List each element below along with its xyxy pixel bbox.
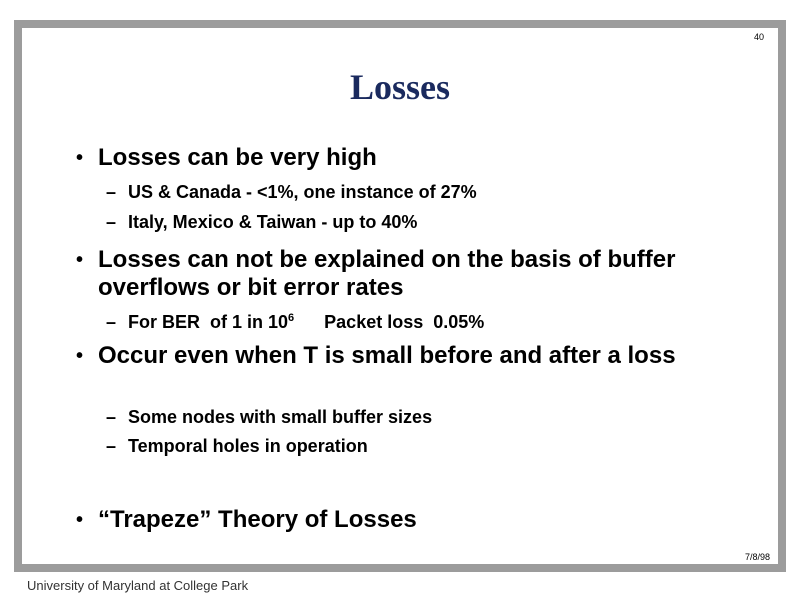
bullet-item <box>76 144 696 172</box>
bullet-text: Occur even when T is small before and after a loss <box>98 342 676 369</box>
bullet-item <box>76 506 696 534</box>
bullet-item <box>76 246 696 302</box>
sub-bullet-item <box>106 406 706 428</box>
sub-bullet-item <box>106 211 706 233</box>
dash-glyph: – <box>106 312 117 332</box>
sub-bullet-text: Italy, Mexico & Taiwan - up to 40% <box>128 212 418 232</box>
sub-bullet-text <box>128 311 706 333</box>
slide-title: Losses <box>349 67 451 107</box>
bullet-item <box>76 342 696 370</box>
ber-exponent: 6 <box>288 312 295 324</box>
packet-loss-label: Packet loss 0.05% <box>294 312 485 332</box>
bullet-glyph: • <box>76 147 84 169</box>
slide-date: 7/8/98 <box>744 552 770 562</box>
bullet-glyph: • <box>76 345 84 367</box>
bullet-text: Losses can be very high <box>98 144 377 171</box>
bullet-text: Losses can not be explained on the basis of buffer overflows or bit error rates <box>98 246 676 301</box>
dash-glyph: – <box>106 182 117 202</box>
bullet-glyph: • <box>76 249 84 271</box>
sub-bullet-item <box>106 181 706 203</box>
dash-glyph: – <box>106 407 117 427</box>
bullet-glyph: • <box>76 509 84 531</box>
dash-glyph: – <box>106 436 117 456</box>
sub-bullet-text: Temporal holes in operation <box>128 436 368 456</box>
sub-bullet-text: US & Canada - <1%, one instance of 27% <box>128 182 477 202</box>
footer-text: University of Maryland at College Park <box>27 578 249 593</box>
sub-bullet-text: Some nodes with small buffer sizes <box>128 407 433 427</box>
ber-label: For BER of 1 in 10 <box>128 312 289 332</box>
sub-bullet-item <box>106 435 706 457</box>
sub-bullet-item <box>106 311 706 333</box>
dash-glyph: – <box>106 212 117 232</box>
bullet-text: “Trapeze” Theory of Losses <box>98 506 417 533</box>
page-number: 40 <box>753 32 764 42</box>
